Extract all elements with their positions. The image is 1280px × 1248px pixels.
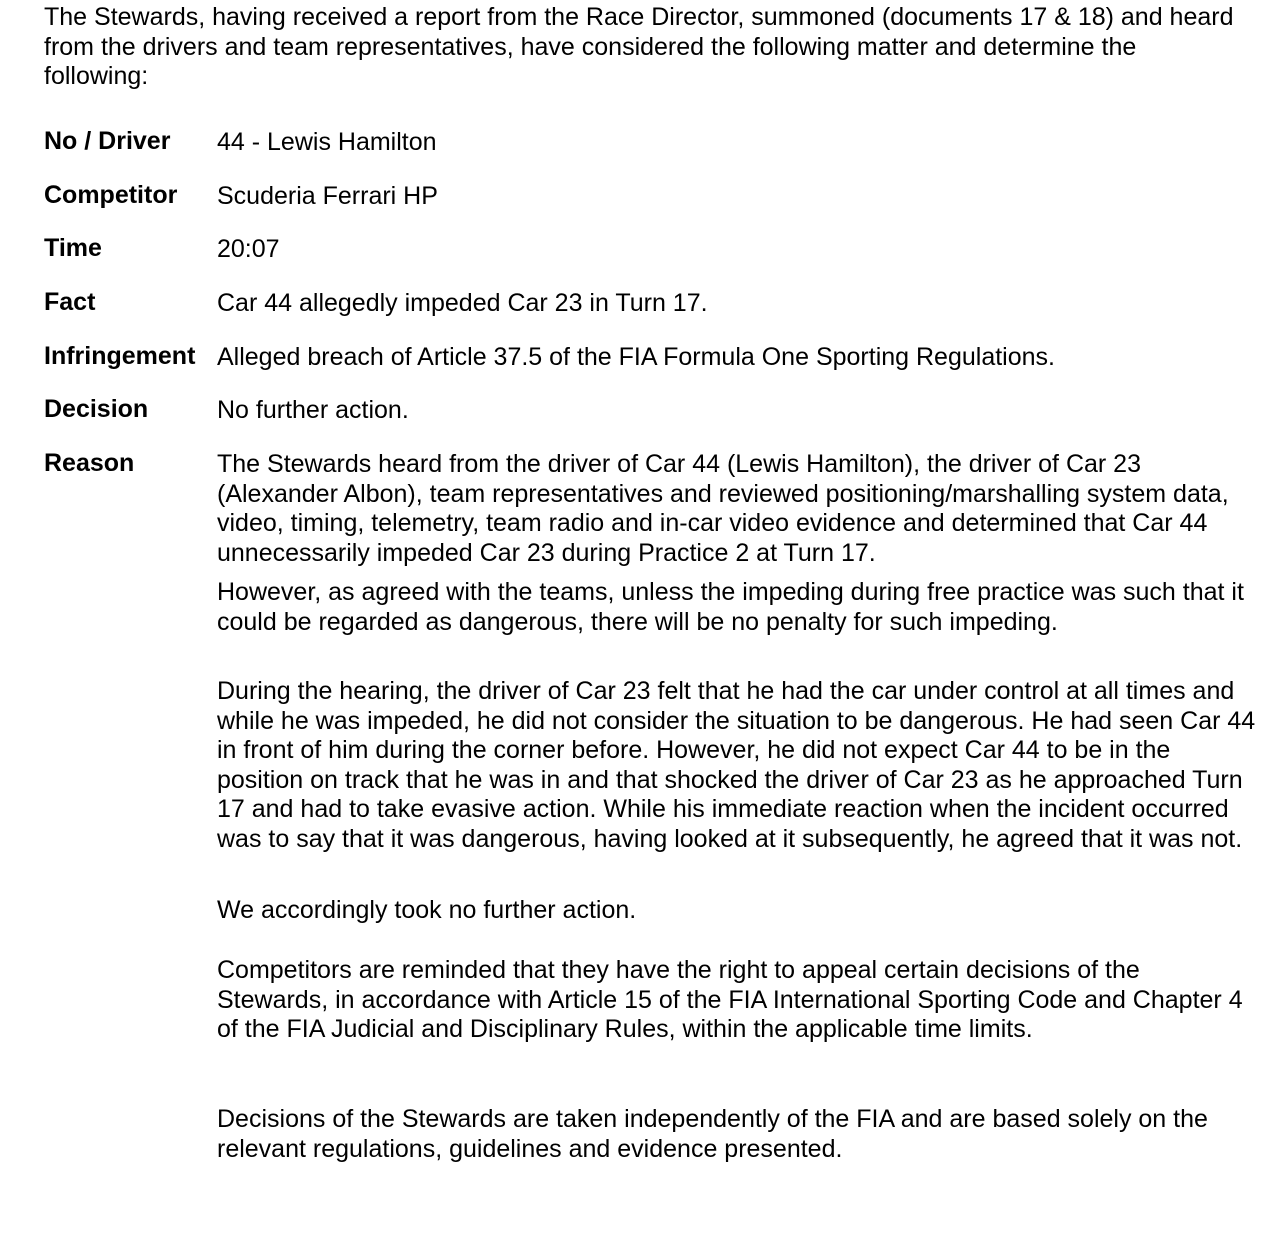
fact-label: Fact — [44, 288, 96, 316]
reason-paragraph-4 — [217, 896, 1257, 926]
independence-notice: Decisions of the Stewards are taken independently of the FIA and are based solely on the relevant regulations, guidelines and evidence presented. — [217, 1105, 1208, 1163]
reason-label: Reason — [44, 449, 135, 477]
intro-paragraph: The Stewards, having received a report from the Race Director, summoned (documents 17 & 18) and heard from the drivers and team representatives, have considered the following matter and determine the following: — [44, 3, 1234, 90]
infringement-label: Infringement — [44, 342, 196, 370]
fact-value: Car 44 allegedly impeded Car 23 in Turn 17. — [217, 289, 708, 317]
driver-label: No / Driver — [44, 127, 171, 155]
reason-text: During the hearing, the driver of Car 23 felt that he had the car under control at all times and while he was impeded, he did not consider the situation to be dangerous. He had seen Car 44 in front of him during the corner before. However, he did not expect Car 44 to be in the position on track that he was in and that shocked the driver of Car 23 as he approached Turn 17 and had to take evasive action. While his immediate reaction when the incident occurred was to say that it was dangerous, having looked at it subsequently, he agreed that it was not. — [217, 677, 1256, 853]
competitor-value: Scuderia Ferrari HP — [217, 182, 438, 210]
appeal-notice: Competitors are reminded that they have the right to appeal certain decisions of the Stewards, in accordance with Article 15 of the FIA International Sporting Code and Chapter 4 of the FIA Judicial and Disciplinary Rules, within the applicable time limits. — [217, 956, 1243, 1043]
reason-text: However, as agreed with the teams, unless the impeding during free practice was such that it could be regarded as dangerous, there will be no penalty for such impeding. — [217, 578, 1244, 636]
reason-paragraph-1 — [217, 450, 1257, 568]
driver-value: 44 - Lewis Hamilton — [217, 128, 437, 156]
reason-paragraph-3 — [217, 677, 1257, 854]
time-label: Time — [44, 234, 102, 262]
time-value: 20:07 — [217, 235, 280, 263]
decision-value: No further action. — [217, 396, 409, 424]
reason-text: We accordingly took no further action. — [217, 896, 637, 924]
reason-text: The Stewards heard from the driver of Car 44 (Lewis Hamilton), the driver of Car 23 (Alexander Albon), team representatives and reviewed positioning/marshalling system data, video, timing, telemetry, team radio and in-car video evidence and determined that Car 44 unnecessarily impeded Car 23 during Practice 2 at Turn 17. — [217, 450, 1229, 567]
infringement-value: Alleged breach of Article 37.5 of the FIA Formula One Sporting Regulations. — [217, 343, 1055, 371]
reason-paragraph-2 — [217, 578, 1257, 637]
competitor-label: Competitor — [44, 181, 178, 209]
decision-label: Decision — [44, 395, 149, 423]
